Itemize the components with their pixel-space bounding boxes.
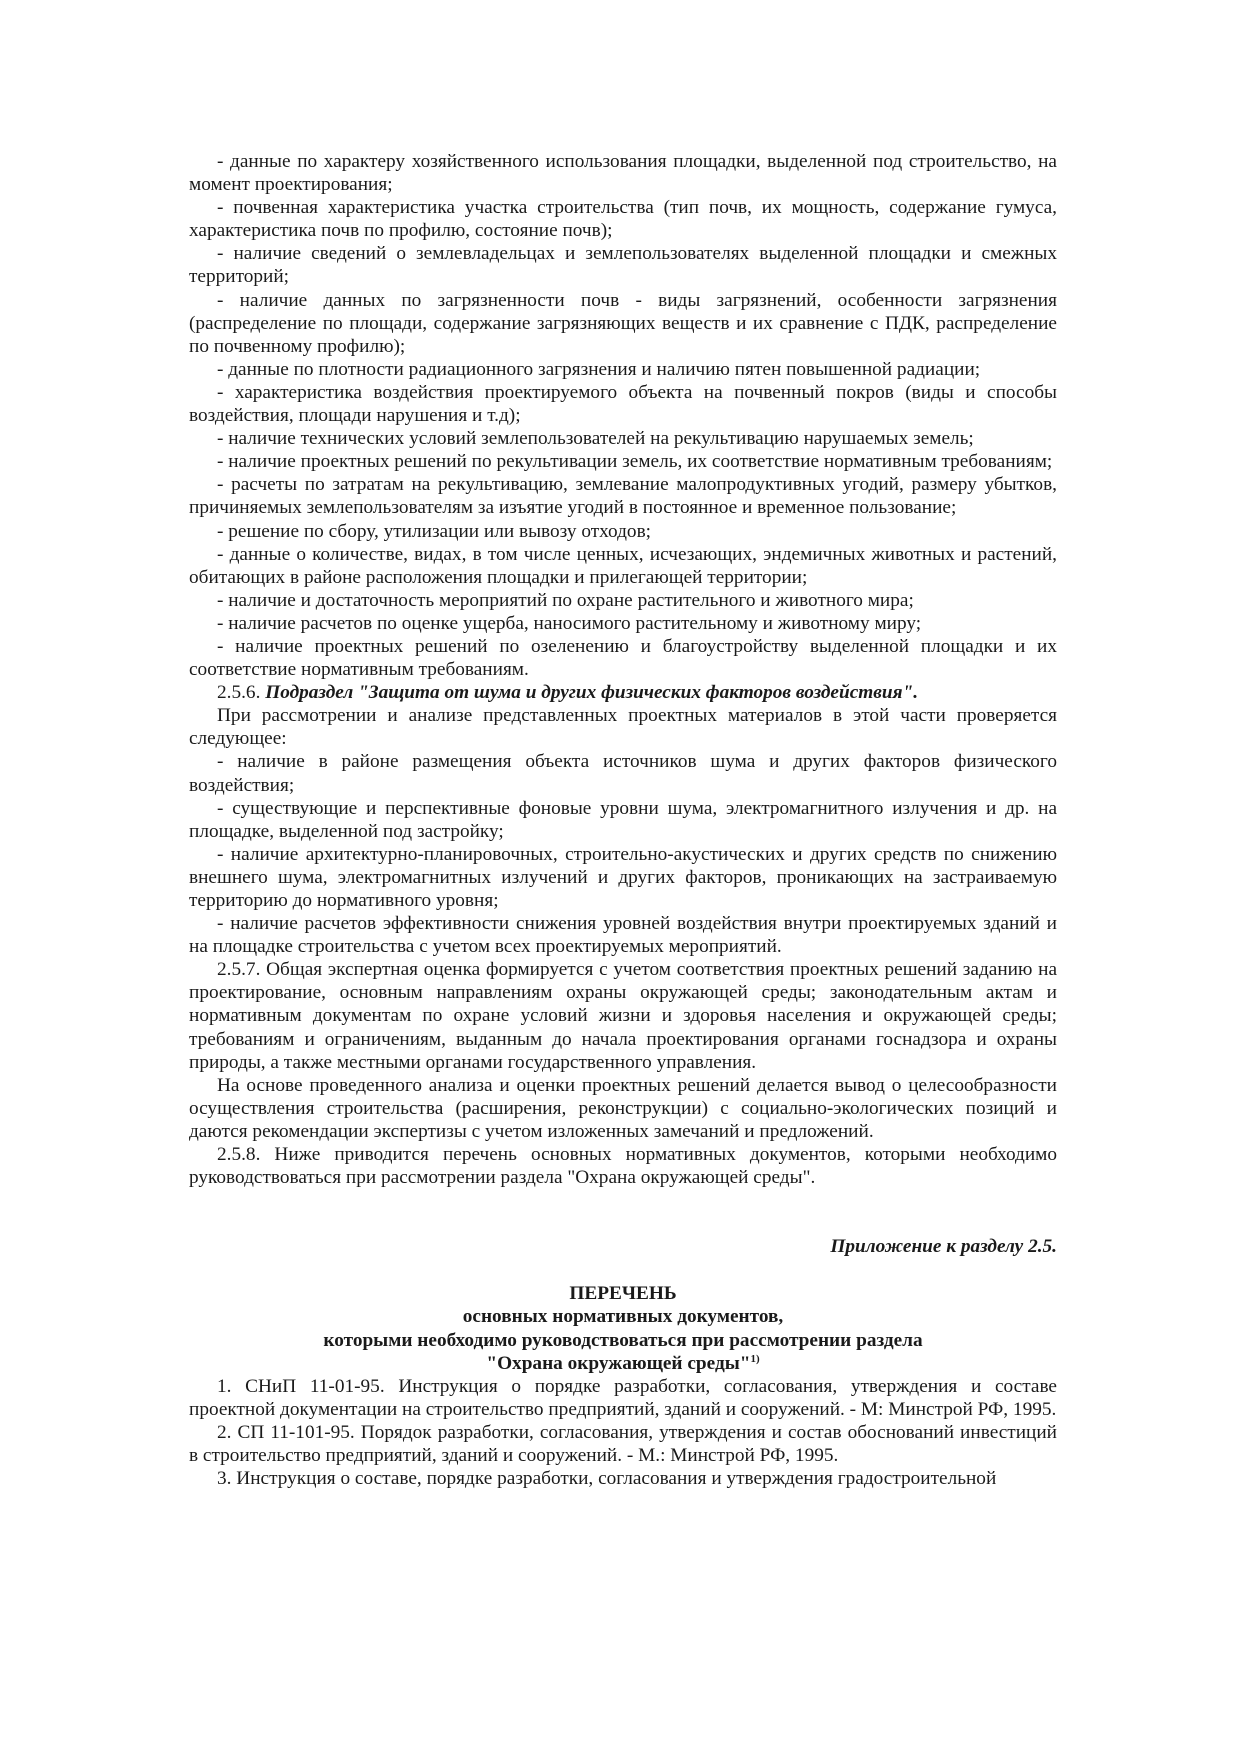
paragraph: - наличие сведений о землевладельцах и землепользователях выделенной площадки и смежных территорий; <box>189 243 1057 288</box>
appendix-label: Приложение к разделу 2.5. <box>830 1236 1057 1258</box>
paragraph: - наличие в районе размещения объекта источников шума и других факторов физического воздействия; <box>189 751 1057 796</box>
list-title-line: которыми необходимо руководствоваться при рассмотрении раздела <box>323 1329 923 1351</box>
paragraph: - данные по плотности радиационного загрязнения и наличию пятен повышенной радиации; <box>217 358 981 380</box>
paragraph: При рассмотрении и анализе представленных проектных материалов в этой части проверяется следующее: <box>189 705 1057 750</box>
document-page <box>189 150 1057 1490</box>
paragraph: - существующие и перспективные фоновые уровни шума, электромагнитного излучения и др. на площадке, выделенной под застройку; <box>189 797 1057 842</box>
paragraph: На основе проведенного анализа и оценки проектных решений делается вывод о целесообразности осуществления строительства (расширения, реконструкции) с социально-экологических позиций и даются рекомендации экспертизы с учетом изложенных замечаний и предложений. <box>189 1074 1057 1142</box>
document-list-item: 1. СНиП 11-01-95. Инструкция о порядке разработки, согласования, утверждения и составе проектной документации на строительство предприятий, зданий и сооружений. - М: Минстрой РФ, 1995. <box>189 1375 1057 1420</box>
paragraph: - данные о количестве, видах, в том числе ценных, исчезающих, эндемичных животных и растений, обитающих в районе расположения площадки и прилегающей территории; <box>189 543 1057 588</box>
paragraph: - данные по характеру хозяйственного использования площадки, выделенной под строительство, на момент проектирования; <box>189 151 1057 196</box>
document-list-item: 2. СП 11-101-95. Порядок разработки, согласования, утверждения и состав обоснований инвестиций в строительство предприятий, зданий и сооружений. - М.: Минстрой РФ, 1995. <box>189 1421 1057 1466</box>
paragraph: - наличие расчетов по оценке ущерба, наносимого растительному и животному миру; <box>217 612 922 634</box>
paragraph: 2.5.7. Общая экспертная оценка формируется с учетом соответствия проектных решений заданию на проектирование, основным направлениям охраны окружающей среды; законодательным актам и нормативным документам по охране условий жизни и здоровья населения и окружающей среды; требованиям и ограничениям, выданным до начала проектирования органами госнадзора и охраны природы, а также местными органами государственного управления. <box>189 959 1057 1073</box>
paragraph: - наличие технических условий землепользователей на рекультивацию нарушаемых земель; <box>217 428 974 450</box>
paragraph: - наличие проектных решений по рекультивации земель, их соответствие нормативным требованиям; <box>217 451 1053 473</box>
paragraph: - наличие архитектурно-планировочных, строительно-акустических и других средств по снижению внешнего шума, электромагнитных излучений и других факторов, проникающих на застраиваемую территорию до нормативного уровня; <box>189 843 1057 911</box>
paragraph: 2.5.8. Ниже приводится перечень основных нормативных документов, которыми необходимо руководствоваться при рассмотрении раздела "Охрана окружающей среды". <box>189 1144 1057 1189</box>
document-list-item: 3. Инструкция о составе, порядке разработки, согласования и утверждения градостроительной <box>217 1468 997 1490</box>
paragraph: - наличие и достаточность мероприятий по охране растительного и животного мира; <box>217 589 914 611</box>
list-title-line: ПЕРЕЧЕНЬ <box>569 1283 677 1305</box>
paragraph: - наличие расчетов эффективности снижения уровней воздействия внутри проектируемых зданий и на площадке строительства с учетом всех проектируемых мероприятий. <box>189 913 1057 958</box>
paragraph: - характеристика воздействия проектируемого объекта на почвенный покров (виды и способы воздействия, площади нарушения и т.д); <box>189 381 1057 427</box>
list-title-line-last <box>189 1352 1057 1375</box>
section-number: 2.5.6. <box>217 682 266 704</box>
section-heading-2-5-6 <box>189 681 1057 704</box>
section-title: Подраздел "Защита от шума и других физических факторов воздействия". <box>265 682 919 704</box>
paragraph: - решение по сбору, утилизации или вывозу отходов; <box>217 520 652 542</box>
list-title-text: "Охрана окружающей среды" <box>486 1352 751 1374</box>
list-title <box>189 1282 1057 1374</box>
list-title-line: основных нормативных документов, <box>462 1306 784 1328</box>
footnote-mark: 1) <box>750 1352 760 1365</box>
paragraph: - почвенная характеристика участка строительства (тип почв, их мощность, содержание гумуса, характеристика почв по профилю, состояние почв); <box>189 197 1057 242</box>
paragraph: - наличие проектных решений по озеленению и благоустройству выделенной площадки и их соответствие нормативным требованиям. <box>189 635 1057 681</box>
paragraph: - наличие данных по загрязненности почв - виды загрязнений, особенности загрязнения (распределение по площади, содержание загрязняющих веществ и их сравнение с ПДК, распределение по почвенному профилю); <box>189 289 1057 357</box>
paragraph: - расчеты по затратам на рекультивацию, землевание малопродуктивных угодий, размеру убытков, причиняемых землепользователям за изъятие угодий в постоянное и временное пользование; <box>189 474 1057 519</box>
